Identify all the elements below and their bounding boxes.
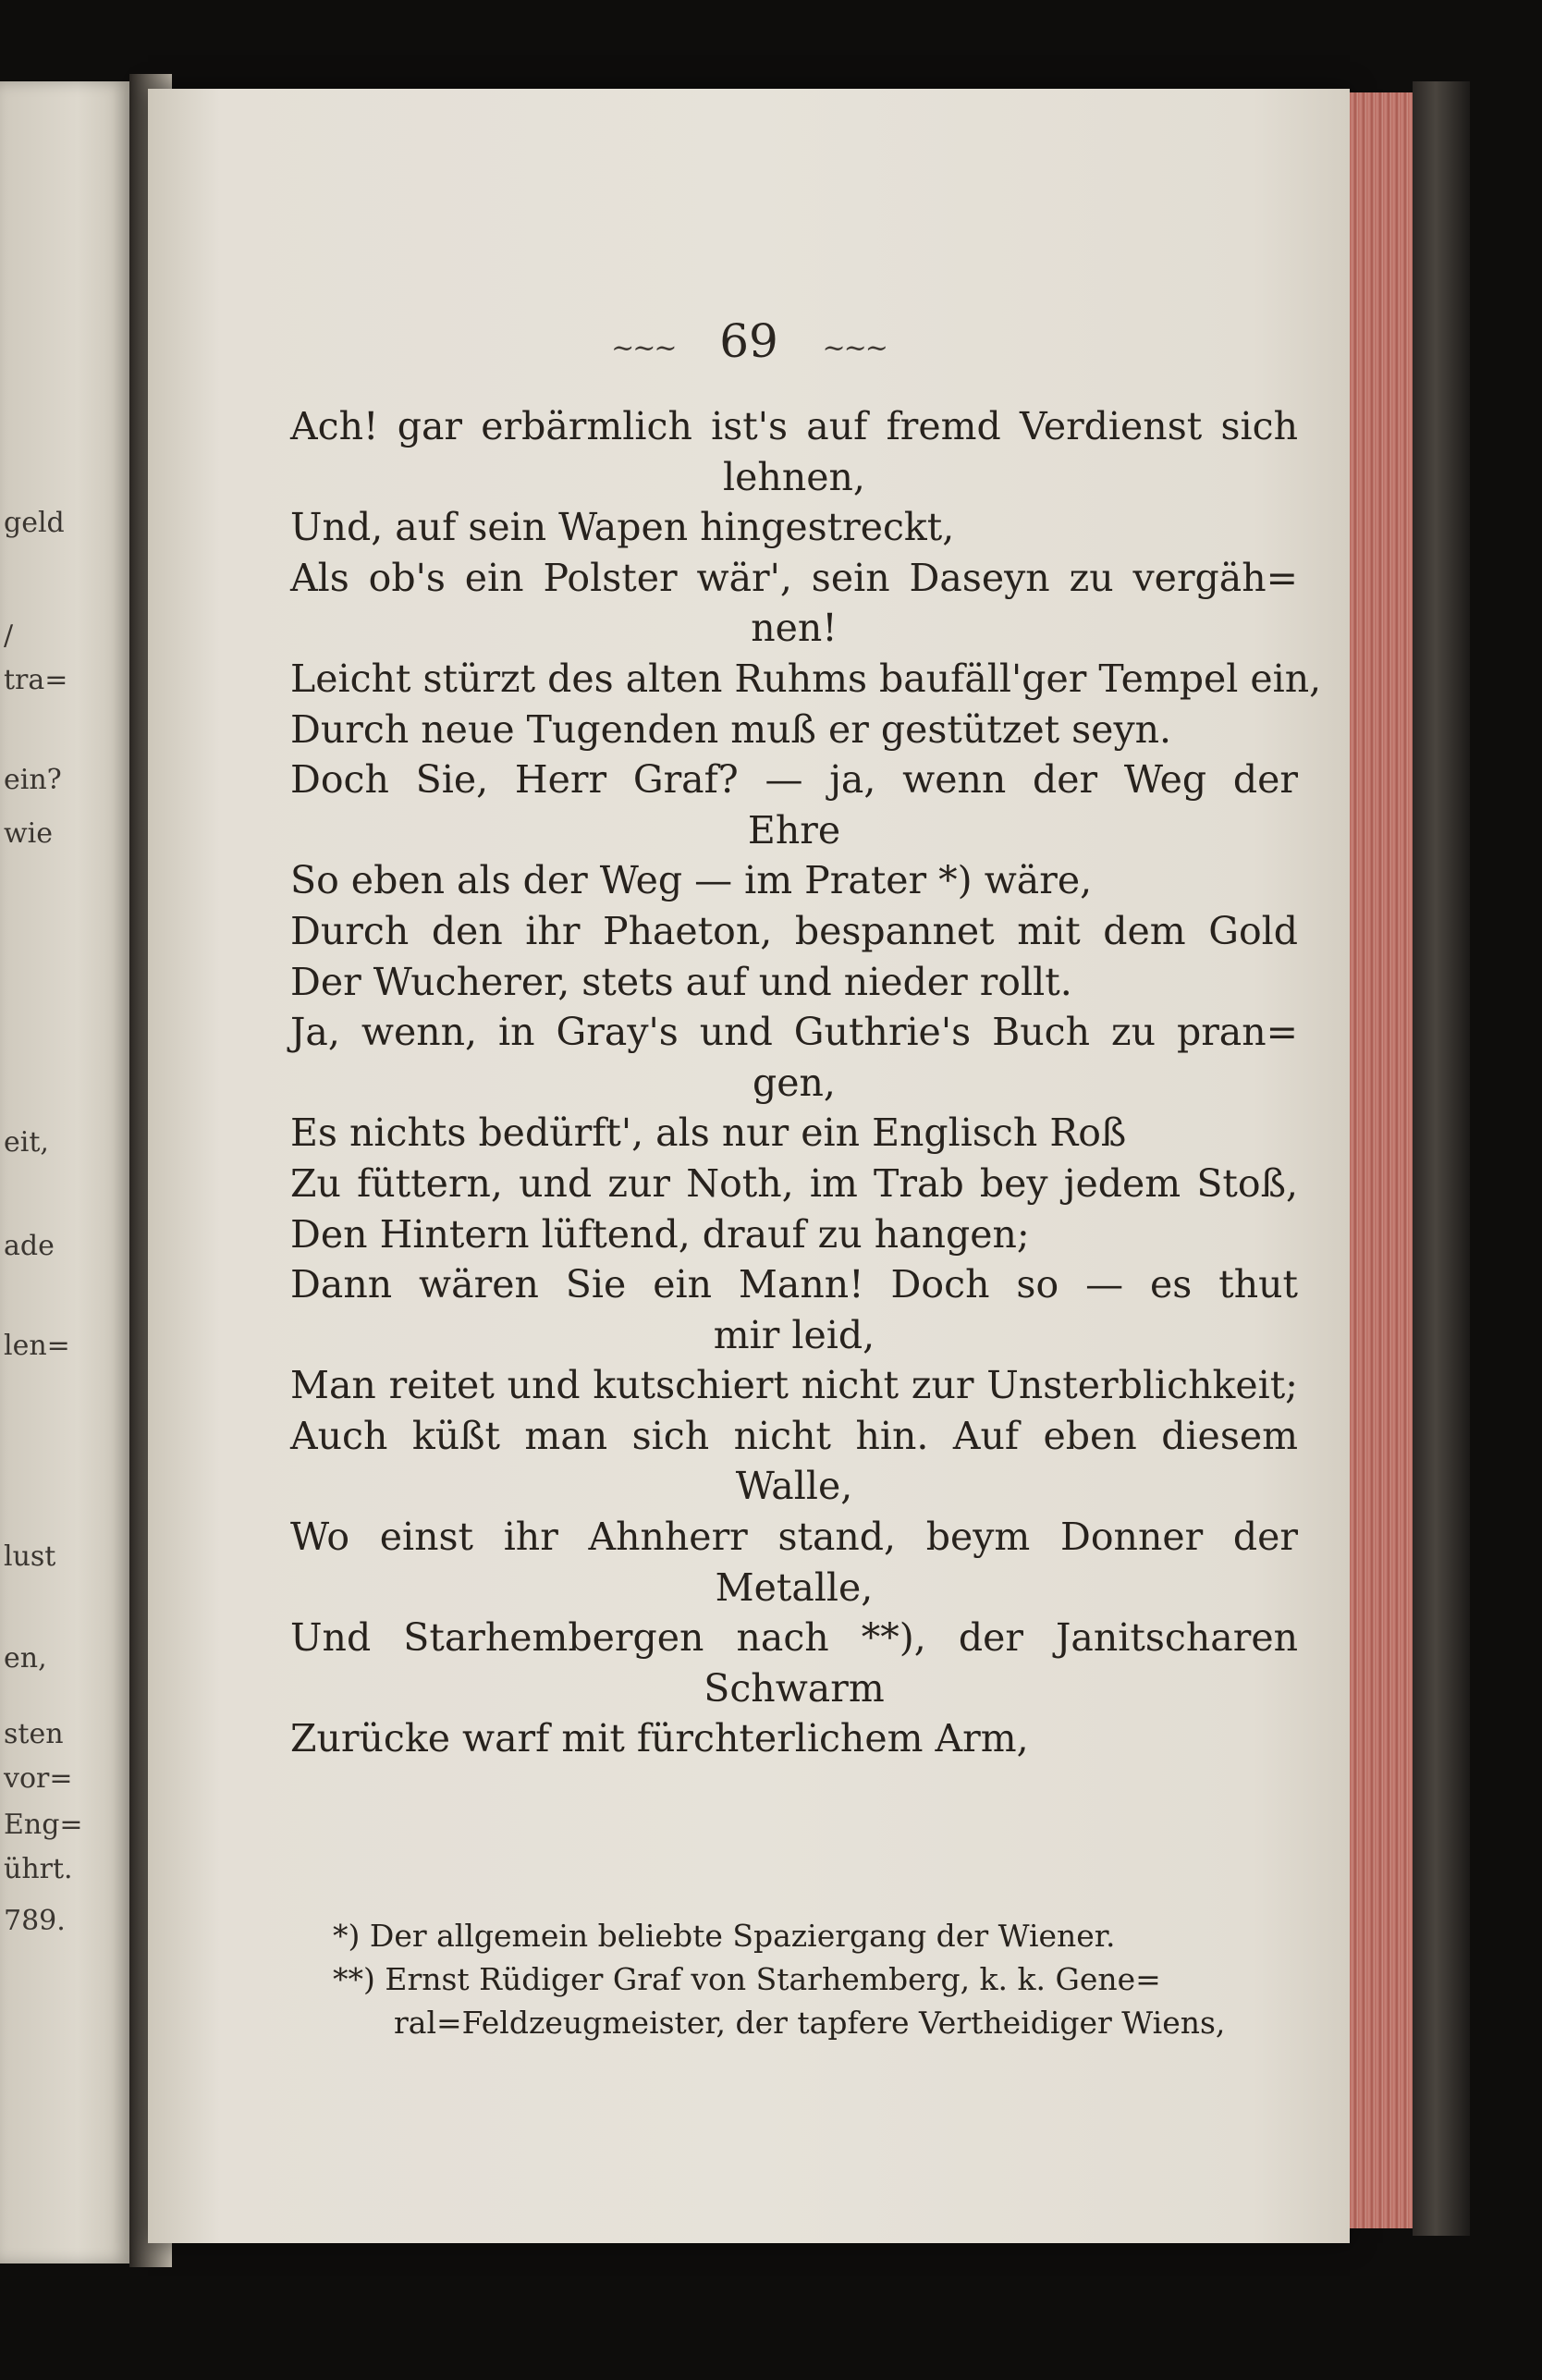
left-fragment: tra= [4, 664, 68, 696]
left-fragment: eit, [4, 1126, 49, 1159]
verse-line: Und, auf sein Wapen hingestreckt, [290, 505, 955, 550]
verse-line: Ja, wenn, in Gray's und Guthrie's Buch zu pran= [290, 1010, 1298, 1055]
verse-line: Auch küßt man sich nicht hin. Auf eben diesem [290, 1413, 1298, 1458]
verse-line: Der Wucherer, stets auf und nieder rollt. [290, 959, 1072, 1004]
left-fragment: Eng= [4, 1809, 83, 1841]
footnote-line: **) Ernst Rüdiger Graf von Starhemberg, k. k. Gene= [333, 1961, 1161, 1997]
poem-text [290, 401, 1322, 1764]
verse-line: Doch Sie, Herr Graf? — ja, wenn der Weg der [290, 757, 1298, 803]
verse-line: So eben als der Weg — im Prater *) wäre, [290, 858, 1093, 903]
verse-line: Als ob's ein Polster wär', sein Daseyn zu vergäh= [290, 555, 1298, 600]
left-fragment: len= [4, 1330, 70, 1362]
book-cover [1413, 81, 1470, 2236]
page-number: 69 [719, 314, 778, 368]
right-page [148, 89, 1350, 2243]
verse-line: Ach! gar erbärmlich ist's auf fremd Verdienst sich [290, 404, 1298, 448]
left-fragment: / [4, 620, 14, 652]
left-fragment: ade [4, 1230, 55, 1262]
left-fragment: vor= [4, 1762, 73, 1795]
verse-line: mir leid, [713, 1312, 875, 1357]
left-fragment: en, [4, 1642, 47, 1675]
left-fragment: sten [4, 1718, 64, 1750]
verse-line: Es nichts bedürft', als nur ein Englisch Roß [290, 1110, 1127, 1156]
verse-line: Wo einst ihr Ahnherr stand, beym Donner der [290, 1515, 1298, 1560]
footnotes [333, 1914, 1303, 2044]
verse-line: nen! [751, 606, 838, 651]
header-ornament-left: ~~~ [611, 332, 676, 364]
verse-line: Durch den ihr Phaeton, bespannet mit dem Gold [290, 908, 1298, 953]
footnote-line: *) Der allgemein beliebte Spaziergang der Wiener. [333, 1918, 1116, 1954]
header-ornament-right: ~~~ [822, 332, 887, 364]
left-page-edge [0, 81, 129, 2263]
verse-line: Dann wären Sie ein Mann! Doch so — es thut [290, 1262, 1298, 1307]
left-fragment: ührt. [4, 1853, 73, 1885]
verse-line: Metalle, [715, 1564, 874, 1610]
footnote-line: ral=Feldzeugmeister, der tapfere Vertheidiger Wiens, [394, 2005, 1226, 2041]
verse-line: lehnen, [723, 454, 865, 499]
left-fragment: wie [4, 817, 54, 850]
verse-line: Walle, [735, 1464, 853, 1509]
verse-line: Durch neue Tugenden muß er gestützet seyn. [290, 706, 1172, 752]
left-fragment: 789. [4, 1905, 66, 1937]
verse-line: Zu füttern, und zur Noth, im Trab bey jedem Stoß, [290, 1160, 1298, 1206]
verse-line: Und Starhembergen nach **), der Janitscharen [290, 1615, 1298, 1661]
verse-line: Schwarm [704, 1665, 885, 1711]
page-block-edge [1350, 92, 1414, 2228]
left-fragment: geld [4, 507, 65, 539]
page-header [148, 314, 1350, 368]
left-fragment: ein? [4, 764, 62, 796]
left-fragment: lust [4, 1540, 56, 1573]
verse-line: Zurücke warf mit fürchterlichem Arm, [290, 1716, 1029, 1761]
verse-line: Man reitet und kutschiert nicht zur Unsterblichkeit; [290, 1363, 1298, 1408]
verse-line: Den Hintern lüftend, drauf zu hangen; [290, 1211, 1030, 1257]
verse-line: Leicht stürzt des alten Ruhms baufäll'ger Tempel ein, [290, 656, 1322, 701]
left-page-fragments [0, 81, 129, 2263]
verse-line: gen, [753, 1060, 836, 1105]
verse-line: Ehre [747, 807, 841, 853]
